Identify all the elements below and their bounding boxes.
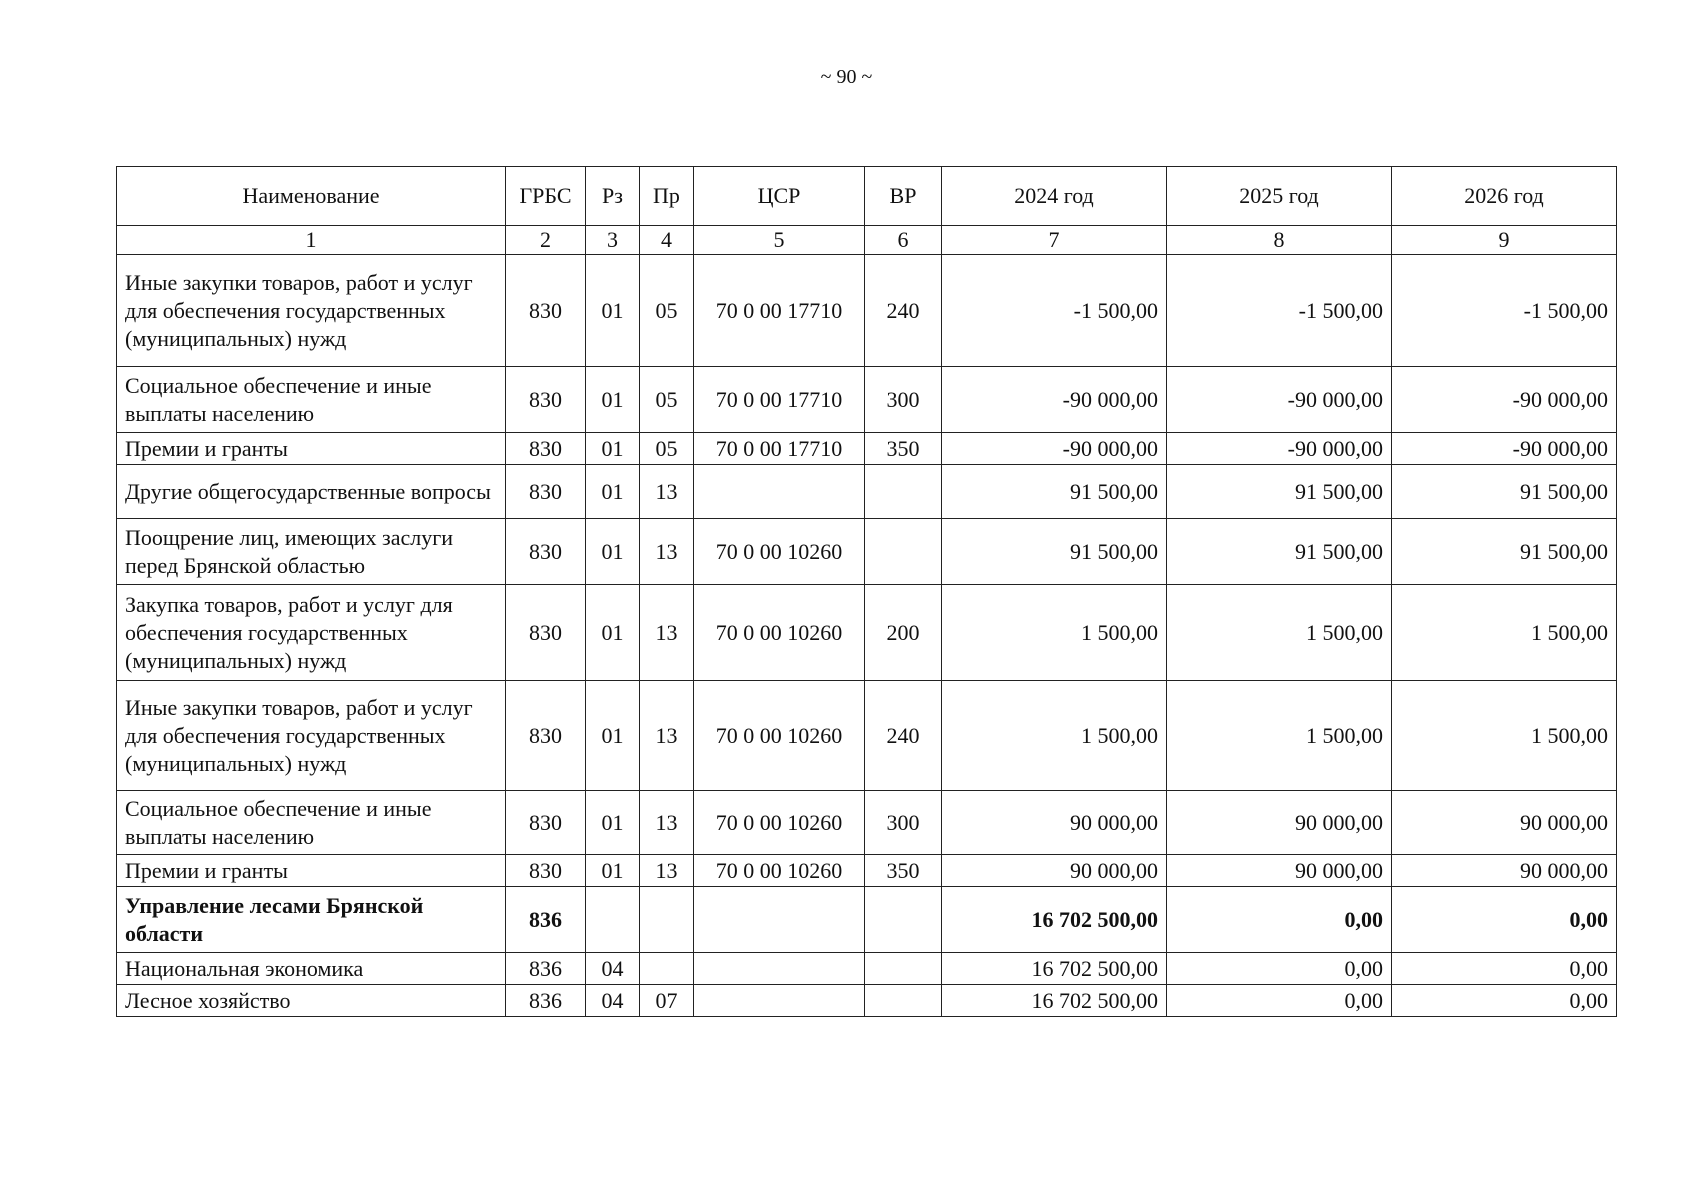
table-row (117, 519, 1617, 585)
column-header: ГРБС (506, 167, 586, 226)
csr-cell: 70 0 00 10260 (694, 519, 865, 585)
rz-cell: 01 (586, 465, 640, 519)
grbs-cell: 836 (506, 985, 586, 1017)
column-number: 5 (694, 226, 865, 255)
row-name: Иные закупки товаров, работ и услуг для обеспечения государственных (муниципальных) нужд (117, 681, 506, 791)
vr-cell: 240 (865, 681, 942, 791)
amount-2024: 16 702 500,00 (942, 887, 1167, 953)
column-header: Рз (586, 167, 640, 226)
column-number: 6 (865, 226, 942, 255)
rz-cell: 01 (586, 855, 640, 887)
amount-2025: -90 000,00 (1167, 367, 1392, 433)
vr-cell: 300 (865, 367, 942, 433)
grbs-cell: 830 (506, 681, 586, 791)
column-header: Наименование (117, 167, 506, 226)
rz-cell: 01 (586, 367, 640, 433)
csr-cell (694, 985, 865, 1017)
rz-cell: 01 (586, 791, 640, 855)
grbs-cell: 830 (506, 791, 586, 855)
csr-cell: 70 0 00 10260 (694, 791, 865, 855)
budget-table (116, 166, 1617, 1017)
pr-cell (640, 887, 694, 953)
amount-2026: 0,00 (1392, 887, 1617, 953)
column-header: Пр (640, 167, 694, 226)
csr-cell: 70 0 00 10260 (694, 855, 865, 887)
amount-2025: 0,00 (1167, 953, 1392, 985)
amount-2024: 16 702 500,00 (942, 985, 1167, 1017)
amount-2025: 0,00 (1167, 887, 1392, 953)
row-name: Национальная экономика (117, 953, 506, 985)
table-row (117, 255, 1617, 367)
amount-2026: 91 500,00 (1392, 465, 1617, 519)
table-row (117, 465, 1617, 519)
grbs-cell: 830 (506, 367, 586, 433)
table-row (117, 433, 1617, 465)
amount-2026: 1 500,00 (1392, 681, 1617, 791)
table-row (117, 681, 1617, 791)
header-row (117, 167, 1617, 226)
row-name: Закупка товаров, работ и услуг для обеспечения государственных (муниципальных) нужд (117, 585, 506, 681)
amount-2025: 1 500,00 (1167, 585, 1392, 681)
grbs-cell: 830 (506, 519, 586, 585)
amount-2025: -1 500,00 (1167, 255, 1392, 367)
amount-2024: 1 500,00 (942, 585, 1167, 681)
amount-2025: 91 500,00 (1167, 519, 1392, 585)
row-name: Премии и гранты (117, 433, 506, 465)
amount-2025: 90 000,00 (1167, 791, 1392, 855)
row-name: Социальное обеспечение и иные выплаты населению (117, 791, 506, 855)
amount-2026: -90 000,00 (1392, 433, 1617, 465)
column-header: 2024 год (942, 167, 1167, 226)
csr-cell (694, 465, 865, 519)
vr-cell: 350 (865, 855, 942, 887)
amount-2024: 90 000,00 (942, 791, 1167, 855)
amount-2024: 1 500,00 (942, 681, 1167, 791)
rz-cell: 01 (586, 519, 640, 585)
vr-cell (865, 953, 942, 985)
csr-cell: 70 0 00 17710 (694, 255, 865, 367)
amount-2026: 1 500,00 (1392, 585, 1617, 681)
pr-cell: 13 (640, 519, 694, 585)
rz-cell: 04 (586, 953, 640, 985)
csr-cell (694, 887, 865, 953)
column-number: 9 (1392, 226, 1617, 255)
pr-cell: 07 (640, 985, 694, 1017)
csr-cell: 70 0 00 17710 (694, 367, 865, 433)
rz-cell: 01 (586, 255, 640, 367)
row-name: Другие общегосударственные вопросы (117, 465, 506, 519)
table-row (117, 887, 1617, 953)
column-header: 2025 год (1167, 167, 1392, 226)
row-name: Социальное обеспечение и иные выплаты населению (117, 367, 506, 433)
table-row (117, 791, 1617, 855)
column-number: 8 (1167, 226, 1392, 255)
rz-cell: 01 (586, 681, 640, 791)
row-name: Поощрение лиц, имеющих заслуги перед Брянской областью (117, 519, 506, 585)
pr-cell: 05 (640, 255, 694, 367)
pr-cell: 13 (640, 855, 694, 887)
amount-2025: 0,00 (1167, 985, 1392, 1017)
table-row (117, 855, 1617, 887)
rz-cell (586, 887, 640, 953)
table-row (117, 585, 1617, 681)
column-header: 2026 год (1392, 167, 1617, 226)
row-name: Иные закупки товаров, работ и услуг для обеспечения государственных (муниципальных) нужд (117, 255, 506, 367)
table-row (117, 985, 1617, 1017)
amount-2024: 90 000,00 (942, 855, 1167, 887)
pr-cell: 13 (640, 585, 694, 681)
column-number-row (117, 226, 1617, 255)
pr-cell: 05 (640, 367, 694, 433)
table-body (117, 255, 1617, 1017)
amount-2025: -90 000,00 (1167, 433, 1392, 465)
vr-cell (865, 887, 942, 953)
grbs-cell: 830 (506, 465, 586, 519)
column-number: 4 (640, 226, 694, 255)
csr-cell: 70 0 00 10260 (694, 585, 865, 681)
amount-2026: 0,00 (1392, 985, 1617, 1017)
amount-2024: 16 702 500,00 (942, 953, 1167, 985)
column-header: ЦСР (694, 167, 865, 226)
amount-2024: 91 500,00 (942, 465, 1167, 519)
pr-cell: 13 (640, 465, 694, 519)
column-number: 2 (506, 226, 586, 255)
pr-cell (640, 953, 694, 985)
amount-2026: 91 500,00 (1392, 519, 1617, 585)
vr-cell (865, 465, 942, 519)
amount-2024: -90 000,00 (942, 433, 1167, 465)
grbs-cell: 830 (506, 855, 586, 887)
vr-cell: 300 (865, 791, 942, 855)
vr-cell: 200 (865, 585, 942, 681)
pr-cell: 13 (640, 681, 694, 791)
table-row (117, 367, 1617, 433)
rz-cell: 01 (586, 433, 640, 465)
vr-cell: 240 (865, 255, 942, 367)
grbs-cell: 836 (506, 953, 586, 985)
amount-2025: 1 500,00 (1167, 681, 1392, 791)
amount-2025: 91 500,00 (1167, 465, 1392, 519)
column-header: ВР (865, 167, 942, 226)
csr-cell: 70 0 00 10260 (694, 681, 865, 791)
amount-2026: -1 500,00 (1392, 255, 1617, 367)
csr-cell: 70 0 00 17710 (694, 433, 865, 465)
row-name: Премии и гранты (117, 855, 506, 887)
pr-cell: 13 (640, 791, 694, 855)
csr-cell (694, 953, 865, 985)
grbs-cell: 830 (506, 585, 586, 681)
column-number: 7 (942, 226, 1167, 255)
amount-2024: 91 500,00 (942, 519, 1167, 585)
amount-2026: -90 000,00 (1392, 367, 1617, 433)
row-name: Лесное хозяйство (117, 985, 506, 1017)
table-row (117, 953, 1617, 985)
amount-2024: -90 000,00 (942, 367, 1167, 433)
amount-2025: 90 000,00 (1167, 855, 1392, 887)
amount-2026: 0,00 (1392, 953, 1617, 985)
amount-2026: 90 000,00 (1392, 855, 1617, 887)
amount-2024: -1 500,00 (942, 255, 1167, 367)
rz-cell: 01 (586, 585, 640, 681)
column-number: 1 (117, 226, 506, 255)
vr-cell (865, 519, 942, 585)
rz-cell: 04 (586, 985, 640, 1017)
column-number: 3 (586, 226, 640, 255)
grbs-cell: 830 (506, 255, 586, 367)
amount-2026: 90 000,00 (1392, 791, 1617, 855)
vr-cell: 350 (865, 433, 942, 465)
page-number: ~ 90 ~ (820, 66, 873, 88)
grbs-cell: 830 (506, 433, 586, 465)
pr-cell: 05 (640, 433, 694, 465)
grbs-cell: 836 (506, 887, 586, 953)
row-name: Управление лесами Брянской области (117, 887, 506, 953)
vr-cell (865, 985, 942, 1017)
